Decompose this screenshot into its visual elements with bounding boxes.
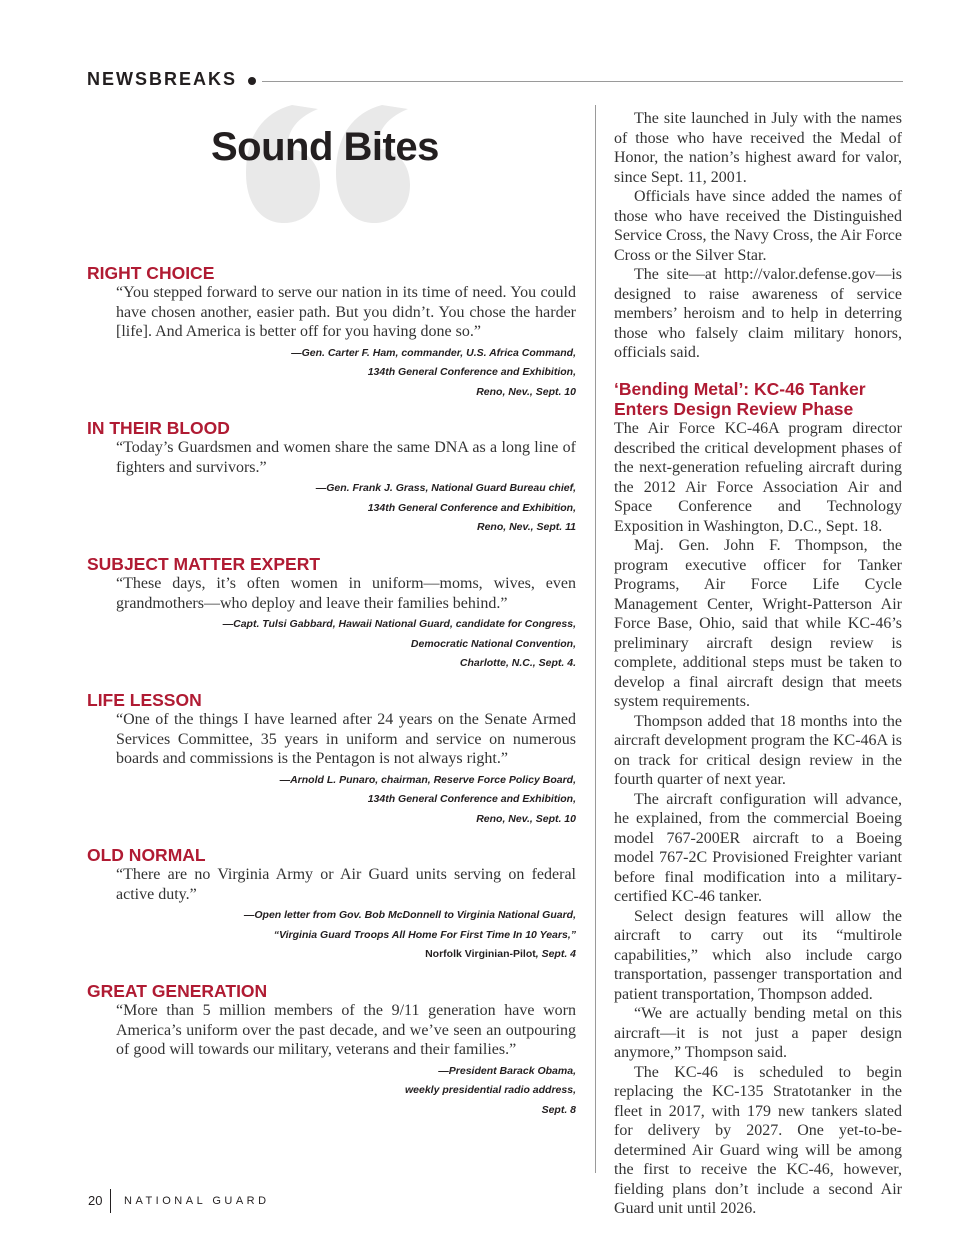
bite-heading: GREAT GENERATION xyxy=(87,981,268,1001)
attribution-line: —Arnold L. Punaro, chairman, Reserve Force Policy Board, xyxy=(279,773,576,786)
column-divider xyxy=(595,105,596,1173)
body-paragraph: Officials have since added the names of those who have received the Distinguished Service Cross, the Navy Cross, the Air Force Cross or the Silver Star. xyxy=(614,188,902,264)
body-paragraph: The site launched in July with the names of those who have received the Medal of Honor, the nation’s highest award for valor, since Sept. 11, 2001. xyxy=(614,110,902,186)
source-date: , Sept. 4 xyxy=(535,948,576,960)
bite-attribution xyxy=(116,615,576,674)
sound-bite xyxy=(87,845,576,965)
attribution-line: —Open letter from Gov. Bob McDonnell to Virginia National Guard, xyxy=(243,909,576,921)
bite-heading: RIGHT CHOICE xyxy=(87,263,215,283)
attribution-line xyxy=(116,945,576,965)
attribution-line: —Gen. Carter F. Ham, commander, U.S. Africa Command, xyxy=(291,346,576,359)
attribution-line: Democratic National Convention, xyxy=(410,637,576,650)
bite-quote: “Today’s Guardsmen and women share the same DNA as a long line of fighters and survivors.” xyxy=(116,439,576,476)
news-story xyxy=(614,380,902,1219)
bite-heading: IN THEIR BLOOD xyxy=(87,418,230,438)
attribution-line: Reno, Nev., Sept. 10 xyxy=(476,385,576,398)
attribution-line: Charlotte, N.C., Sept. 4. xyxy=(459,657,576,669)
body-paragraph: Maj. Gen. John F. Thompson, the program executive officer for Tanker Programs, Air Force Life Cycle Management Center, Wright-Patterson Air Force Base, Ohio, said that while KC-46’s preliminary aircraft design review is complete, additional steps must be taken to develop a final aircraft design that meets system requirements. xyxy=(614,537,902,710)
attribution-line: 134th General Conference and Exhibition, xyxy=(367,793,576,805)
attribution-line: Sept. 8 xyxy=(541,1103,576,1116)
body-paragraph: Thompson added that 18 months into the aircraft development program the KC-46A is on track for critical design review in the fourth quarter of next year. xyxy=(614,712,902,788)
bite-heading: SUBJECT MATTER EXPERT xyxy=(87,554,321,574)
source-name: Virginian-Pilot xyxy=(464,948,536,960)
bite-quote: “There are no Virginia Army or Air Guard units serving on federal active duty.” xyxy=(116,866,576,903)
bite-quote: “You stepped forward to serve our nation in its time of need. You could have chosen another, easier path. But you didn’t. You chose the harder [life]. And America is better off for you having done so.” xyxy=(116,284,576,340)
body-paragraph: “We are actually bending metal on this aircraft—it is not just a paper design anymore,” Thompson said. xyxy=(614,1005,902,1061)
footer-divider xyxy=(110,1189,111,1213)
page-title: Sound Bites xyxy=(211,125,439,169)
page-number: 20 xyxy=(88,1193,103,1208)
attribution-line: 134th General Conference and Exhibition, xyxy=(367,366,576,378)
bite-quote: “One of the things I have learned after 24 years on the Senate Armed Services Committee, 35 years in uniform and service on numerous boards and commissions is the Pentagon is not always right.” xyxy=(116,711,576,767)
body-paragraph: Select design features will allow the aircraft to carry out its “multirole capabilities,” which also include cargo transportation, passenger transportation and patient transportation, Thompson added. xyxy=(614,907,902,1003)
attribution-line: 134th General Conference and Exhibition, xyxy=(367,501,576,514)
story-headline: ‘Bending Metal’: KC-46 Tanker Enters Design Review Phase xyxy=(614,379,866,419)
sound-bite xyxy=(87,554,576,674)
attribution-line: —President Barack Obama, xyxy=(438,1064,576,1077)
bite-attribution xyxy=(116,771,576,830)
sound-bite xyxy=(87,418,576,538)
bite-attribution xyxy=(116,479,576,538)
bite-heading: LIFE LESSON xyxy=(87,690,202,710)
attribution-line: Reno, Nev., Sept. 10 xyxy=(476,812,576,825)
source-prefix: Norfolk xyxy=(425,948,465,960)
sound-bite xyxy=(87,690,576,829)
body-paragraph: The KC-46 is scheduled to begin replacing the KC-135 Stratotanker in the fleet in 2017, with 179 new tankers slated for delivery by 2027. One yet-to-be-determined Air Guard wing will be among the first to receive the KC-46, however, fielding plans don’t include a second Air Guard unit until 2026. xyxy=(614,1063,902,1217)
right-column xyxy=(614,109,902,363)
attribution-line: —Gen. Frank J. Grass, National Guard Bureau chief, xyxy=(315,482,576,494)
attribution-line: “Virginia Guard Troops All Home For First Time In 10 Years,” xyxy=(273,928,576,941)
magazine-name: NATIONAL GUARD xyxy=(124,1195,270,1207)
body-paragraph: The Air Force KC-46A program director described the critical development phases of the next-generation refueling aircraft during the 2012 Air Force Association Air and Space Conference and Technology Exposition in Washington, D.C., Sept. 18. xyxy=(614,420,902,535)
bite-attribution xyxy=(116,344,576,403)
bite-heading: OLD NORMAL xyxy=(87,845,206,865)
sound-bite xyxy=(87,263,576,402)
body-paragraph: The aircraft configuration will advance, he explained, from the commercial Boeing model 767-200ER aircraft to a Boeing model 767-2C Provisioned Freighter variant before final modification into a military-certified KC-46 tanker. xyxy=(614,790,902,905)
bite-attribution xyxy=(116,1062,576,1121)
body-paragraph: The site—at http://valor.defense.gov—is designed to raise awareness of service members’ heroism and to help in deterring those who falsely claim military honors, officials said. xyxy=(614,266,902,361)
attribution-line: weekly presidential radio address, xyxy=(405,1084,576,1096)
sound-bite xyxy=(87,981,576,1120)
section-label: NEWSBREAKS xyxy=(87,69,238,89)
attribution-line: Reno, Nev., Sept. 11 xyxy=(476,521,576,533)
bite-attribution xyxy=(116,906,576,965)
attribution-line: —Capt. Tulsi Gabbard, Hawaii National Guard, candidate for Congress, xyxy=(222,618,576,630)
bite-quote: “These days, it’s often women in uniform—moms, wives, even grandmothers—who deploy and leave their families behind.” xyxy=(116,575,576,612)
bite-quote: “More than 5 million members of the 9/11 generation have worn America’s uniform over the past decade, and we’ve seen an outpouring of good will towards our military, veterans and their families.” xyxy=(116,1002,576,1058)
